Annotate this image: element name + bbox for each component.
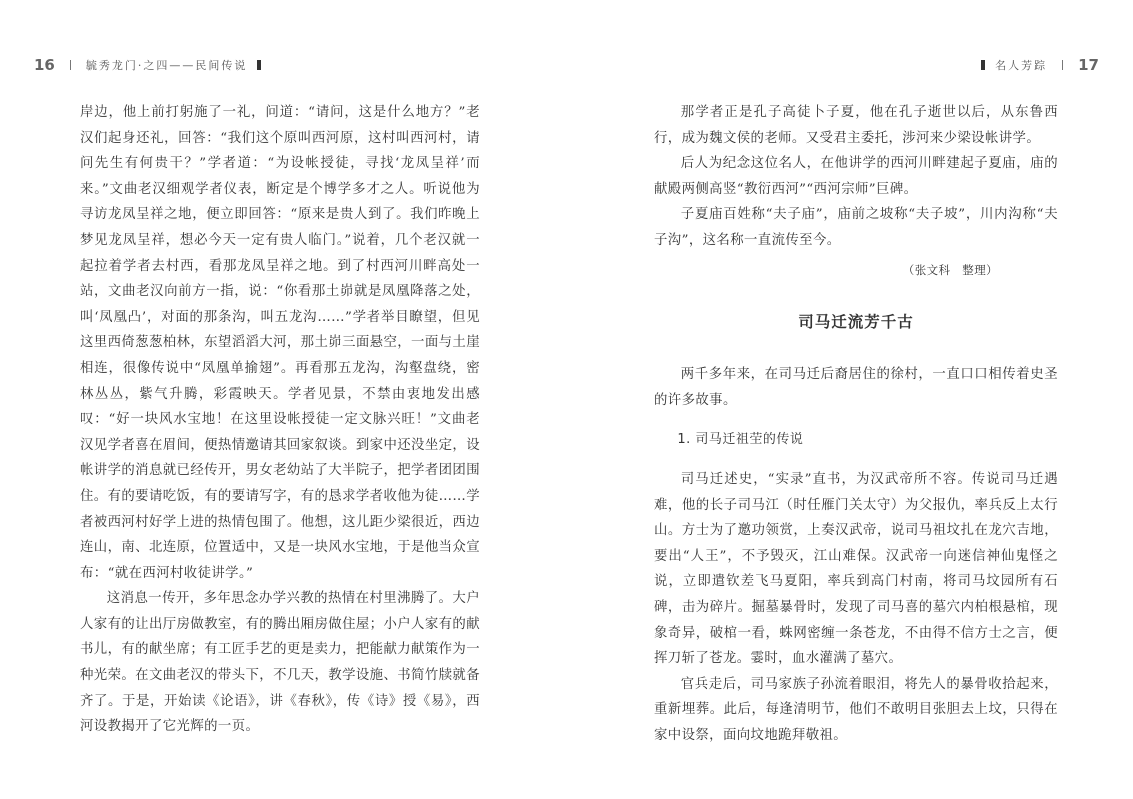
left-header-title: 毓秀龙门·之四——民间传说 [85, 59, 248, 72]
right-header-title: 名人芳踪 [995, 59, 1048, 72]
header-block-mark [257, 60, 261, 70]
left-running-header [34, 55, 271, 75]
article-intro: 两千多年来，在司马迁后裔居住的徐村，一直口口相传着史圣的许多故事。 [654, 367, 1058, 408]
right-body-text [654, 100, 1058, 748]
section-heading: 1. 司马迁祖茔的传说 [677, 432, 804, 448]
right-page-number: 17 [1078, 56, 1099, 74]
left-body-text [80, 100, 480, 740]
article-title: 司马迁流芳千古 [798, 311, 914, 331]
left-page [0, 0, 566, 799]
right-page [566, 0, 1133, 799]
body-paragraph: 那学者正是孔子高徒卜子夏，他在孔子逝世以后，从东鲁西行，成为魏文侯的老师。又受君主委托，涉河来少梁设帐讲学。 [654, 105, 1058, 146]
left-page-number: 16 [34, 56, 55, 74]
body-paragraph: 司马迁述史，“实录”直书，为汉武帝所不容。传说司马迁遇难，他的长子司马江（时任雁门关太守）为父报仇，率兵反上太行山。方士为了邀功领赏，上奏汉武帝，说司马祖坟扎在龙穴吉地，要出“人王”，不予毁灭，江山难保。汉武帝一向迷信神仙鬼怪之说，立即遣钦差飞马夏阳，率兵到高门村南，将司马坟园所有石碑，击为碎片。掘墓暴骨时，发现了司马喜的墓穴内柏根悬棺，现象奇异，破棺一看，蛛网密缠一条苍龙，不由得不信方士之言，便挥刀斩了苍龙。霎时，血水灌满了墓穴。 [654, 471, 1058, 667]
header-separator [1062, 60, 1063, 70]
editor-credit: （张文科 整理） [902, 262, 998, 277]
body-paragraph: 后人为纪念这位名人，在他讲学的西河川畔建起子夏庙，庙的献殿两侧高竖“教衍西河”“西河宗师”巨碑。 [654, 156, 1058, 197]
body-paragraph: 官兵走后，司马家族子孙流着眼泪，将先人的暴骨收拾起来，重新埋葬。此后，每逢清明节，他们不敢明目张胆去上坟，只得在家中设祭，面向坟地跪拜敬祖。 [654, 676, 1058, 743]
body-paragraph: 这消息一传开，多年思念办学兴教的热情在村里沸腾了。大户人家有的让出厅房做教室，有的腾出厢房做住屋；小户人家有的献书儿，有的献坐席；有工匠手艺的更是卖力，把能献力献策作为一种光荣。在文曲老汉的带头下，不几天，教学设施、书简竹牍就备齐了。于是，开始读《论语》，讲《春秋》，传《诗》授《易》，西河设教揭开了它光辉的一页。 [80, 591, 480, 735]
header-block-mark [981, 60, 985, 70]
right-running-header [971, 55, 1099, 75]
body-paragraph: 岸边，他上前打躬施了一礼，问道：“请问，这是什么地方？”老汉们起身还礼，回答：“我们这个原叫西河原，这村叫西河村，请问先生有何贵干？”学者道：“为设帐授徒，寻找‘龙凤呈祥’而来。”文曲老汉细观学者仪表，断定是个博学多才之人。听说他为寻访龙凤呈祥之地，便立即回答：“原来是贵人到了。我们昨晚上梦见龙凤呈祥，想必今天一定有贵人临门。”说着，几个老汉就一起拉着学者去村西，看那龙凤呈祥之地。到了村西河川畔高处一站，文曲老汉向前方一指，说：“你看那土峁就是凤凰降落之处，叫‘凤凰凸’，对面的那条沟，叫五龙沟……”学者举目瞭望，但见这里西倚葱葱柏林，东望滔滔大河，那土峁三面悬空，一面与土崖相连，很像传说中“凤凰单揄翅”。再看那五龙沟，沟壑盘绕，密林丛丛，紫气升腾，彩霞映天。学者见景，不禁由衷地发出感叹：“好一块风水宝地！在这里设帐授徒一定文脉兴旺！”文曲老汉见学者喜在眉间，便热情邀请其回家叙谈。到家中还没坐定，设帐讲学的消息就已经传开，男女老幼站了大半院子，把学者团团围住。有的要请吃饭，有的要请写字，有的恳求学者收他为徒……学者被西河村好学上进的热情包围了。他想，这儿距少梁很近，西边连山，南、北连原，位置适中，又是一块风水宝地，于是他当众宣布：“就在西河村收徒讲学。” [80, 105, 480, 581]
header-separator [70, 60, 71, 70]
body-paragraph: 子夏庙百姓称“夫子庙”，庙前之坡称“夫子坡”，川内沟称“夫子沟”，这名称一直流传至今。 [654, 207, 1058, 248]
